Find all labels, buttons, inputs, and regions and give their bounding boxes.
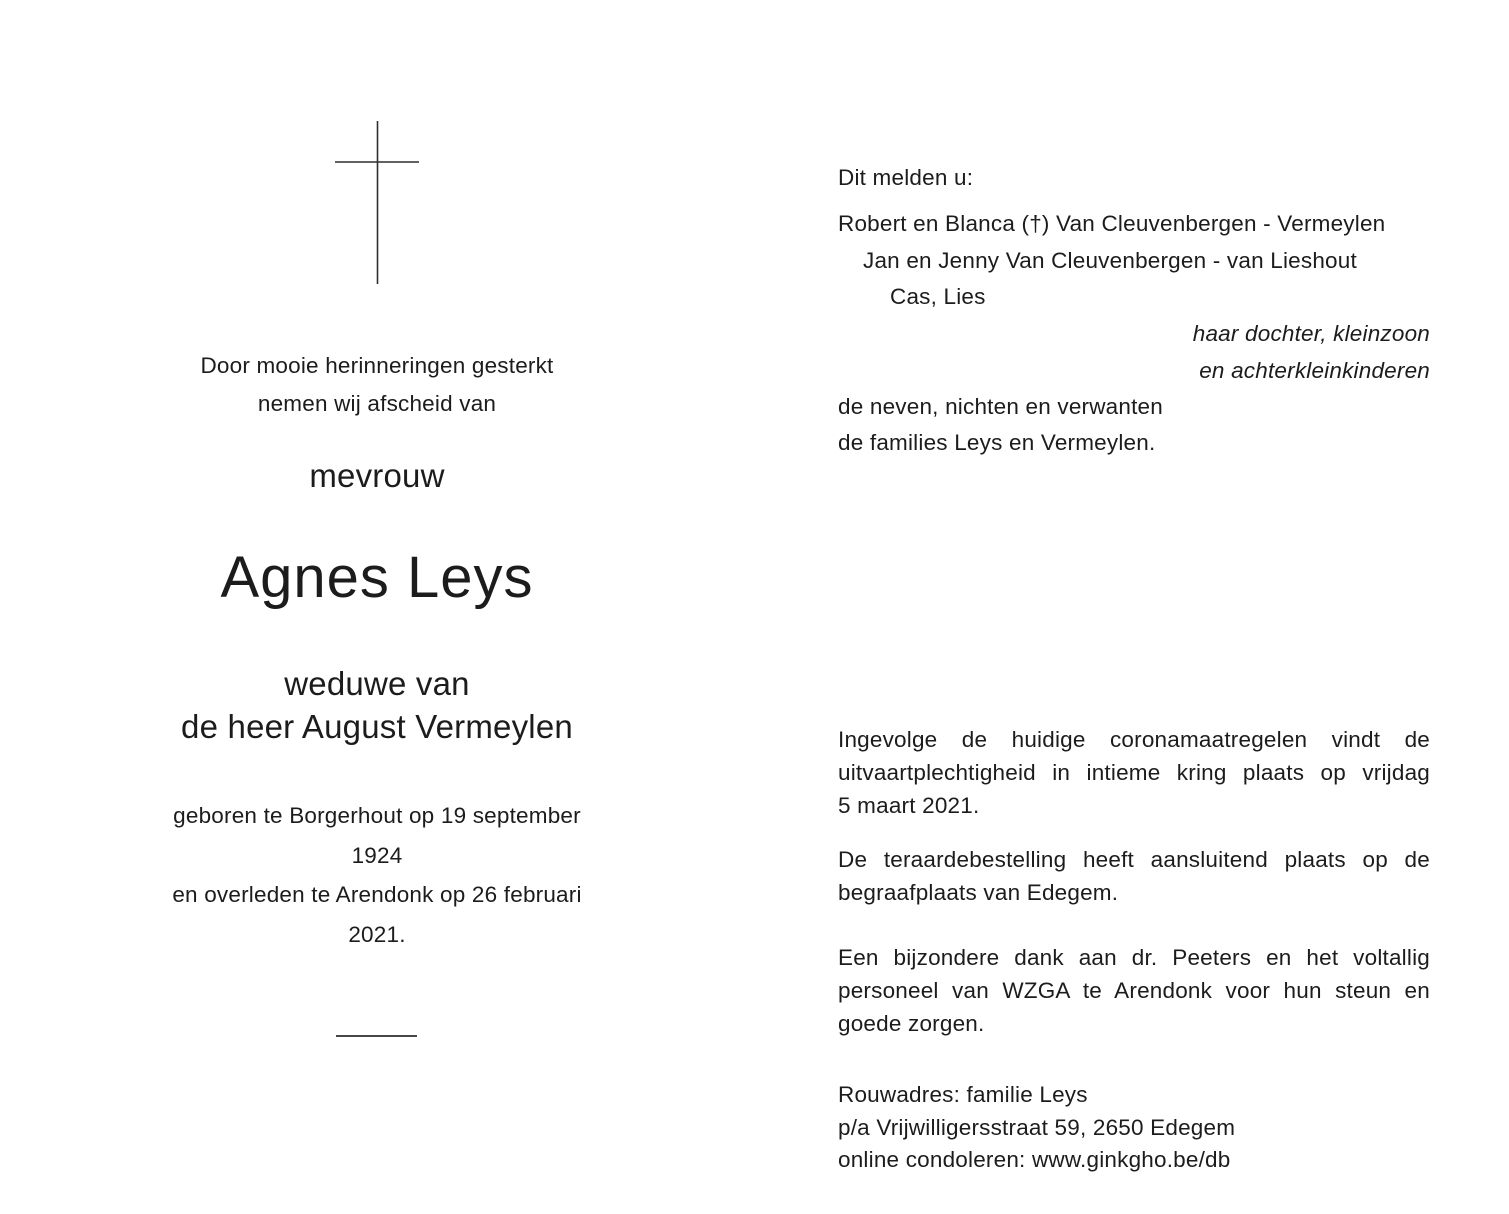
contact-block bbox=[838, 1079, 1430, 1177]
paragraph-line: begraafplaats van Edegem. bbox=[838, 880, 1119, 905]
funeral-paragraph bbox=[838, 723, 1430, 822]
intro-line: Door mooie herinneringen gesterkt bbox=[200, 353, 554, 378]
relatives-line: de families Leys en Vermeylen. bbox=[838, 430, 1156, 455]
death-line: en overleden te Arendonk op 26 februari 2021. bbox=[172, 882, 582, 947]
relation-line: haar dochter, kleinzoon bbox=[1192, 321, 1430, 346]
family-list bbox=[838, 206, 1430, 316]
burial-paragraph bbox=[838, 843, 1430, 909]
relatives-text bbox=[838, 389, 1430, 461]
birth-line: geboren te Borgerhout op 19 september 1924 bbox=[173, 803, 581, 868]
announcement-heading: Dit melden u: bbox=[838, 165, 974, 190]
condolence-url-line: online condoleren: www.ginkgho.be/db bbox=[838, 1147, 1231, 1172]
mourning-address-line: Rouwadres: familie Leys bbox=[838, 1082, 1088, 1107]
divider-line bbox=[336, 1035, 417, 1037]
paragraph-line: uitvaartplechtigheid in intieme kring plaats op vrijdag bbox=[838, 760, 1430, 785]
widow-line: weduwe van bbox=[284, 665, 470, 702]
paragraph-line: goede zorgen. bbox=[838, 1011, 985, 1036]
family-line: Robert en Blanca (†) Van Cleuvenbergen - Vermeylen bbox=[838, 211, 1386, 236]
deceased-name: Agnes Leys bbox=[220, 545, 534, 610]
intro-line: nemen wij afscheid van bbox=[257, 391, 497, 416]
paragraph-line: 5 maart 2021. bbox=[838, 793, 980, 818]
salutation: mevrouw bbox=[309, 457, 445, 494]
widow-of-text bbox=[145, 662, 609, 748]
relation-text bbox=[838, 315, 1430, 389]
relation-line: en achterkleinkinderen bbox=[1199, 358, 1430, 383]
paragraph-line: Ingevolge de huidige coronamaatregelen vindt de bbox=[838, 727, 1430, 752]
intro-text bbox=[145, 347, 609, 423]
life-dates bbox=[145, 796, 609, 954]
cross-icon bbox=[335, 120, 419, 285]
widow-line: de heer August Vermeylen bbox=[181, 708, 573, 745]
family-line: Jan en Jenny Van Cleuvenbergen - van Lieshout bbox=[863, 247, 1357, 273]
family-line: Cas, Lies bbox=[890, 284, 986, 309]
street-address-line: p/a Vrijwilligersstraat 59, 2650 Edegem bbox=[838, 1114, 1236, 1140]
paragraph-line: personeel van WZGA te Arendonk voor hun steun en bbox=[838, 978, 1430, 1003]
paragraph-line: De teraardebestelling heeft aansluitend plaats op de bbox=[838, 847, 1430, 872]
paragraph-line: Een bijzondere dank aan dr. Peeters en het voltallig bbox=[838, 945, 1430, 970]
thanks-paragraph bbox=[838, 941, 1430, 1040]
relatives-line: de neven, nichten en verwanten bbox=[838, 394, 1163, 419]
